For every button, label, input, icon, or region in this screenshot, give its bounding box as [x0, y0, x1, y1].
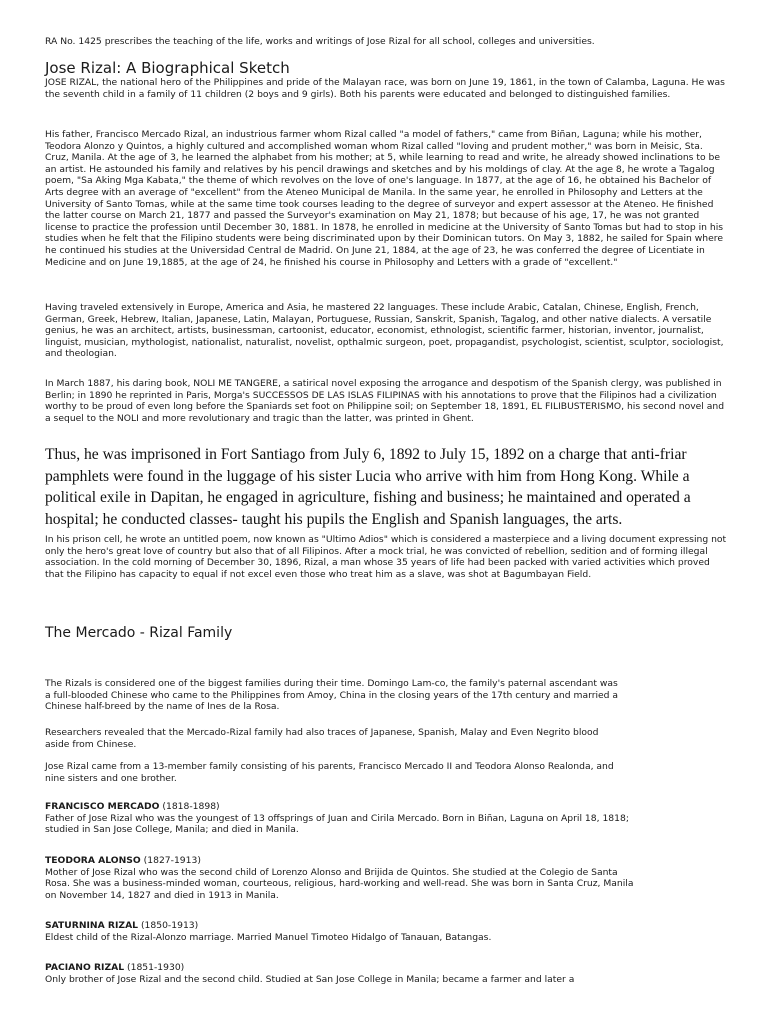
member-years: (1818-1898): [159, 801, 220, 812]
biography-paragraph-3: Having traveled extensively in Europe, America and Asia, he mastered 22 languages. These include Arabic, Catalan, Chinese, English, French, German, Greek, Hebrew, Italian, Japanese, Latin, Malayan, Portuguese, Russian, Sanskrit, Spanish, Tagalog, and other native dialects. A versatile genius, he was an architect, artists, businessman, cartoonist, educator, economist, ethnologist, scientific farmer, historian, inventor, journalist, linguist, musician, mythologist, nationalist, naturalist, novelist, opthalmic surgeon, poet, propagandist, psychologist, scientist, sculptor, sociologist, and theologian.: [45, 302, 724, 360]
family-paragraph-3: Jose Rizal came from a 13-member family consisting of his parents, Francisco Mercado II and Teodora Alonso Realonda, and nine sisters and one brother.: [45, 761, 614, 784]
member-years: (1851-1930): [124, 962, 185, 973]
member-name: FRANCISCO MERCADO: [45, 801, 160, 812]
member-name: PACIANO RIZAL: [45, 962, 125, 973]
member-name: SATURNINA RIZAL: [45, 920, 139, 931]
biography-paragraph-2: His father, Francisco Mercado Rizal, an industrious farmer whom Rizal called "a model of fathers," came from Biñan, Laguna; while his mother, Teodora Alonzo y Quintos, a highly cultured and accomplished woman whom Rizal called "loving and prudent mother," was born in Meisic, Sta. Cruz, Manila. At the age of 3, he learned the alphabet from his mother; at 5, while learning to read and write, he already showed inclinations to be an artist. He astounded his family and relatives by his pencil drawings and sketches and by his moldings of clay. At the age 8, he wrote a Tagalog poem, "Sa Aking Mga Kabata," the theme of which revolves on the love of one's language. In 1877, at the age of 16, he obtained his Bachelor of Arts degree with an average of "excellent" from the Ateneo Municipal de Manila. In the same year, he enrolled in Philosophy and Letters at the University of Santo Tomas, while at the same time took courses leading to the degree of surveyor and expert assessor at the Ateneo. He finished the latter course on March 21, 1877 and passed the Surveyor's examination on May 21, 1878; but because of his age, 17, he was not granted license to practice the profession until December 30, 1881. In 1878, he enrolled in medicine at the University of Santo Tomas but had to stop in his studies when he felt that the Filipino students were being discriminated upon by their Dominican tutors. On May 3, 1882, he sailed for Spain where he continued his studies at the Universidad Central de Madrid. On June 21, 1884, at the age of 23, he was conferred the degree of Licentiate in Medicine and on June 19,1885, at the age of 24, he finished his course in Philosophy and Letters with a grade of "excellent.": [45, 129, 724, 268]
biography-paragraph-4: In March 1887, his daring book, NOLI ME TANGERE, a satirical novel exposing the arrogance and despotism of the Spanish clergy, was published in Berlin; in 1890 he reprinted in Paris, Morga's SUCCESSOS DE LAS ISLAS FILIPINAS with his annotations to prove that the Filipinos had a civilization worthy to be proud of even long before the Spaniards set foot on Philippine soil; on September 18, 1891, EL FILIBUSTERISMO, his second novel and a sequel to the NOLI and more revolutionary and tragic than the latter, was printed in Ghent.: [45, 378, 725, 424]
family-member-entry: [45, 962, 635, 985]
member-description: Only brother of Jose Rizal and the second child. Studied at San Jose College in Manila; became a farmer and later a: [45, 973, 575, 985]
member-description: Eldest child of the Rizal-Alonzo marriage. Married Manuel Timoteo Hidalgo of Tanauan, Batangas.: [45, 931, 492, 943]
section-title-biography: Jose Rizal: A Biographical Sketch: [45, 59, 290, 77]
family-paragraph-1: The Rizals is considered one of the biggest families during their time. Domingo Lam-co, the family's paternal ascendant was a full-blooded Chinese who came to the Philippines from Amoy, China in the closing years of the 17th century and married a Chinese half-breed by the name of Ines de la Rosa.: [45, 678, 619, 713]
biography-paragraph-1: JOSE RIZAL, the national hero of the Philippines and pride of the Malayan race, was born on June 19, 1861, in the town of Calamba, Laguna. He was the seventh child in a family of 11 children (2 boys and 9 girls). Both his parents were educated and belonged to distinguished families.: [45, 77, 725, 100]
section-title-family: The Mercado - Rizal Family: [45, 625, 233, 641]
intro-line: RA No. 1425 prescribes the teaching of the life, works and writings of Jose Rizal for all school, colleges and universities.: [45, 36, 595, 47]
biography-paragraph-6: In his prison cell, he wrote an untitled poem, now known as "Ultimo Adios" which is considered a masterpiece and a living document expressing not only the hero's great love of country but also that of all Filipinos. After a mock trial, he was convicted of rebellion, sedition and of forming illegal association. In the cold morning of December 30, 1896, Rizal, a man whose 35 years of life had been packed with varied activities which proved that the Filipino has capacity to equal if not excel even those who treat him as a slave, was shot at Bagumbayan Field.: [45, 534, 727, 580]
member-description: Mother of Jose Rizal who was the second child of Lorenzo Alonso and Brijida de Quintos. She studied at the Colegio de Santa Rosa. She was a business-minded woman, courteous, religious, hard-working and well-read. She was born in Santa Cruz, Manila on November 14, 1827 and died in 1913 in Manila.: [45, 866, 634, 901]
member-years: (1850-1913): [138, 920, 199, 931]
family-member-entry: [45, 801, 635, 836]
member-years: (1827-1913): [140, 855, 201, 866]
biography-paragraph-5: Thus, he was imprisoned in Fort Santiago from July 6, 1892 to July 15, 1892 on a charge that anti-friar pamphlets were found in the luggage of his sister Lucia who arrive with him from Hong Kong. While a political exile in Dapitan, he engaged in agriculture, fishing and business; he maintained and operated a hospital; he conducted classes- taught his pupils the English and Spanish languages, the arts.: [45, 446, 691, 528]
member-description: Father of Jose Rizal who was the youngest of 13 offsprings of Juan and Cirila Mercado. Born in Biñan, Laguna on April 18, 1818; studied in San Jose College, Manila; and died in Manila.: [45, 812, 629, 836]
family-paragraph-2: Researchers revealed that the Mercado-Rizal family had also traces of Japanese, Spanish, Malay and Even Negrito blood aside from Chinese.: [45, 727, 599, 750]
member-name: TEODORA ALONSO: [45, 855, 141, 866]
family-member-entry: [45, 855, 635, 901]
family-member-entry: [45, 920, 635, 943]
